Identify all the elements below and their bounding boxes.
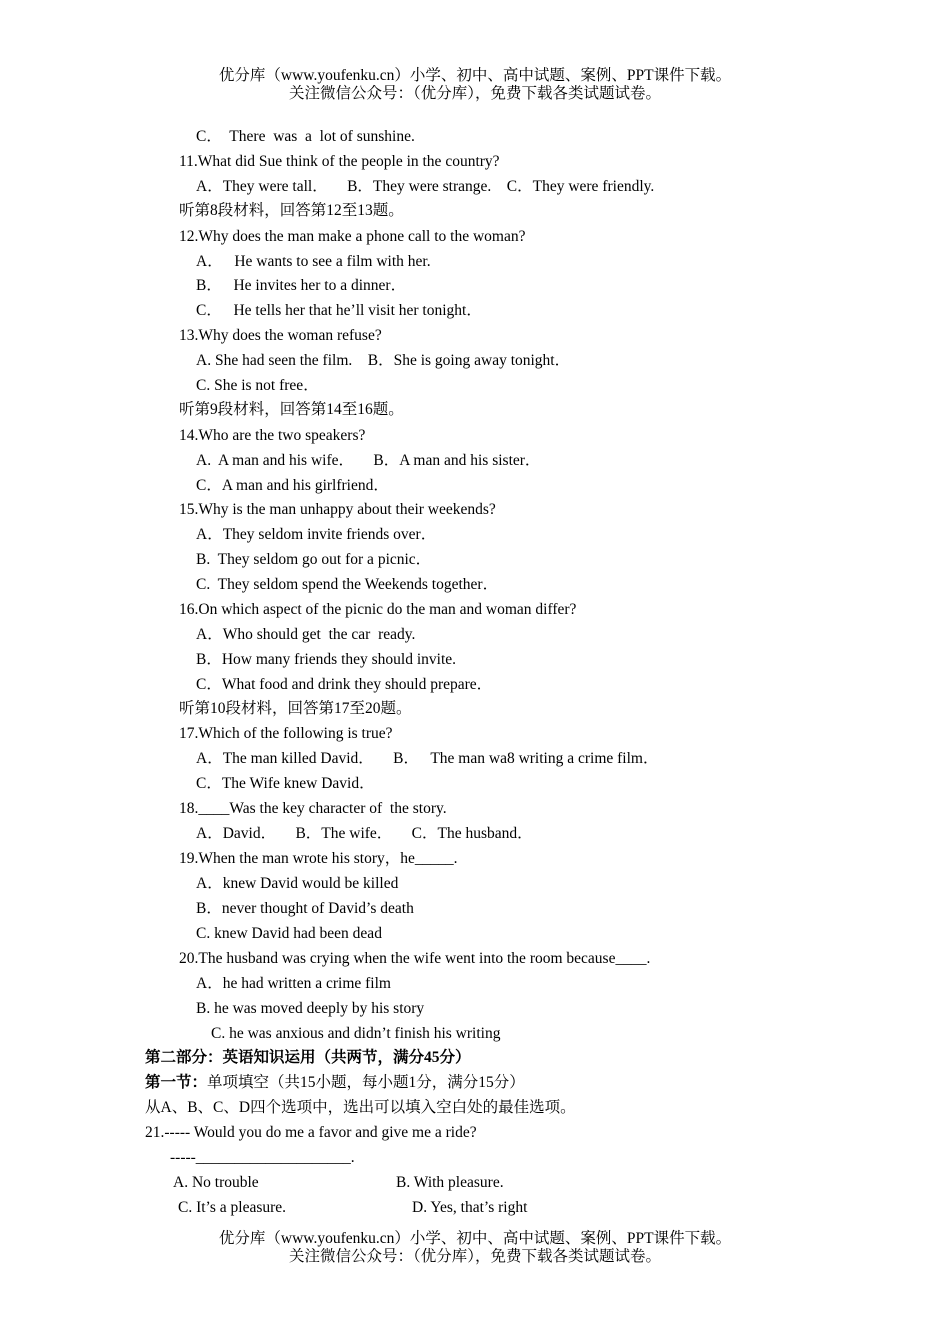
q20-option-b: B. he was moved deeply by his story — [196, 1000, 425, 1017]
q13-options-ab: A. She had seen the film. B．She is going away tonight． — [196, 352, 571, 369]
part-two-heading: 第二部分：英语知识运用（共两节，满分45分） — [145, 1049, 471, 1066]
q13-option-c: C. She is not free． — [196, 377, 319, 394]
q15-option-b: B. They seldom go out for a picnic． — [196, 551, 432, 568]
q12-question: 12.Why does the man make a phone call to the woman? — [179, 228, 526, 245]
q15-question: 15.Why is the man unhappy about their weekends? — [179, 501, 496, 518]
q21-option-d: D. Yes, that’s right — [412, 1199, 528, 1216]
q10-option-c: C． There was a lot of sunshine. — [196, 128, 415, 145]
q15-option-a: A．They seldom invite friends over． — [196, 526, 437, 543]
q19-option-c: C. knew David had been dead — [196, 925, 382, 942]
q17-question: 17.Which of the following is true? — [179, 725, 393, 742]
section-one-heading — [145, 1073, 525, 1093]
q17-option-c: C．The Wife knew David． — [196, 775, 375, 792]
q14-option-c: C．A man and his girlfriend． — [196, 477, 389, 494]
q11-question: 11.What did Sue think of the people in the country? — [179, 153, 500, 170]
q12-option-a: A． He wants to see a film with her. — [196, 253, 431, 270]
q16-option-c: C．What food and drink they should prepare． — [196, 676, 493, 693]
q15-option-c: C. They seldom spend the Weekends together． — [196, 576, 499, 593]
header-line-1: 优分库（www.youfenku.cn）小学、初中、高中试题、案例、PPT课件下载。 — [218, 67, 732, 84]
q16-question: 16.On which aspect of the picnic do the man and woman differ? — [179, 601, 577, 618]
footer-line-2: 关注微信公众号：（优分库），免费下载各类试题试卷。 — [288, 1248, 661, 1265]
section-one-description: 单项填空（共15小题，每小题1分，满分15分） — [207, 1074, 525, 1091]
q20-option-a: A．he had written a crime film — [196, 975, 391, 992]
q13-question: 13.Why does the woman refuse? — [179, 327, 382, 344]
q12-option-b: B． He invites her to a dinner． — [196, 277, 407, 294]
section-instruction-9: 听第9段材料，回答第14至16题。 — [179, 401, 404, 418]
q21-option-b: B. With pleasure. — [396, 1174, 504, 1191]
q21-answer-blank: -----____________________. — [170, 1149, 355, 1166]
q12-option-c: C． He tells her that he’ll visit her tonight． — [196, 302, 482, 319]
q20-option-c: C. he was anxious and didn’t finish his writing — [211, 1025, 501, 1042]
q19-option-a: A．knew David would be killed — [196, 875, 399, 892]
q11-options: A．They were tall． B．They were strange. C．They were friendly. — [196, 178, 655, 195]
q21-option-a: A. No trouble — [173, 1174, 259, 1191]
q20-question: 20.The husband was crying when the wife went into the room because____. — [179, 950, 651, 967]
q14-question: 14.Who are the two speakers? — [179, 427, 366, 444]
q18-options: A．David． B．The wife． C．The husband． — [196, 825, 533, 842]
section-instruction-8: 听第8段材料，回答第12至13题。 — [179, 202, 404, 219]
q19-option-b: B．never thought of David’s death — [196, 900, 414, 917]
q17-options-ab: A．The man killed David． B． The man wa8 writing a crime film． — [196, 750, 659, 767]
footer-line-1: 优分库（www.youfenku.cn）小学、初中、高中试题、案例、PPT课件下载。 — [218, 1230, 732, 1247]
section-instruction-10: 听第10段材料，回答第17至20题。 — [179, 700, 412, 717]
q16-option-b: B．How many friends they should invite. — [196, 651, 457, 668]
q21-question: 21.----- Would you do me a favor and give me a ride? — [145, 1124, 477, 1141]
q16-option-a: A．Who should get the car ready. — [196, 626, 416, 643]
q21-option-c: C. It’s a pleasure. — [178, 1199, 287, 1216]
header-line-2: 关注微信公众号：（优分库），免费下载各类试题试卷。 — [288, 85, 661, 102]
section-one-label: 第一节： — [145, 1074, 208, 1091]
q14-options-ab: A. A man and his wife． B．A man and his sister． — [196, 452, 541, 469]
q18-question: 18.____Was the key character of the story. — [179, 800, 447, 817]
section-one-instruction: 从A、B、C、D四个选项中，选出可以填入空白处的最佳选项。 — [145, 1099, 576, 1116]
q19-question: 19.When the man wrote his story，he_____. — [179, 850, 458, 867]
